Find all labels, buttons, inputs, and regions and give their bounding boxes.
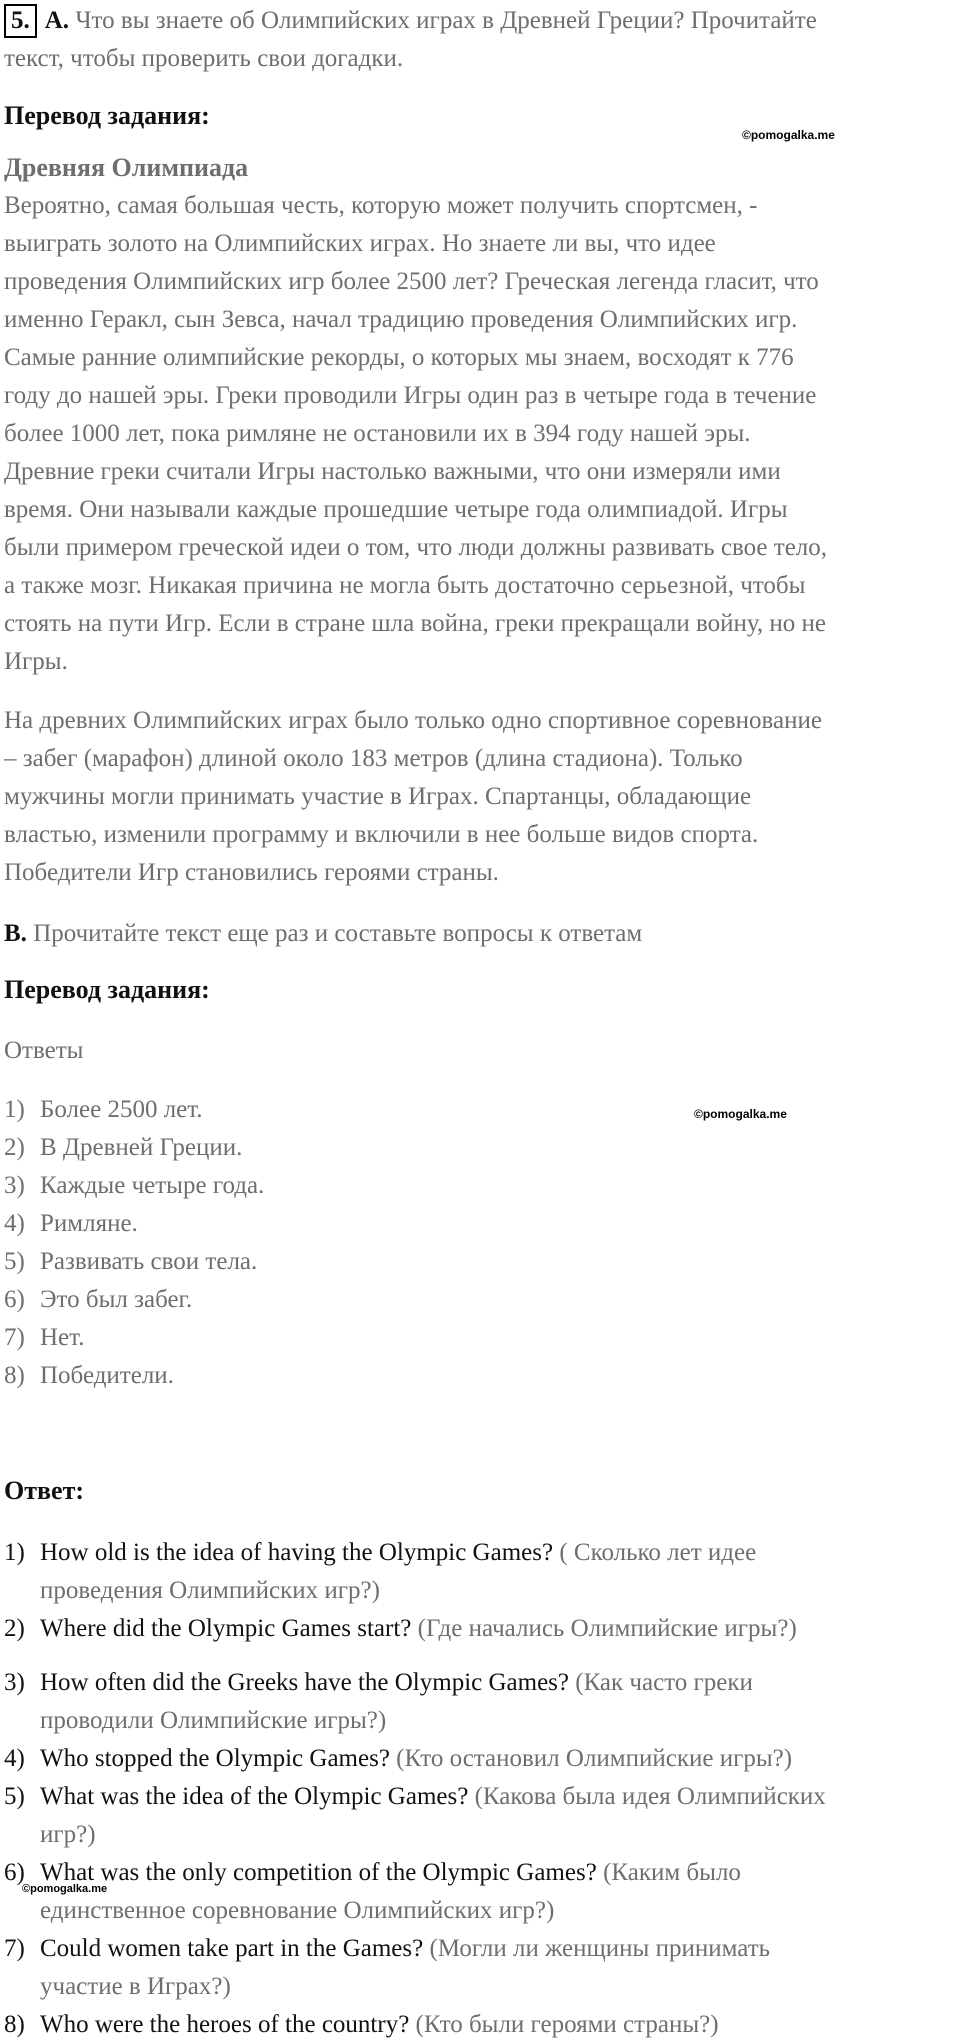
answer-item: 3) How often did the Greeks have the Olympic Games? (Как часто греки проводили Олимпийские игры?) [4, 1669, 753, 1734]
list-item: 2) В Древней Греции. [4, 1134, 243, 1161]
answer-item: 4) Who stopped the Olympic Games? (Кто остановил Олимпийские игры?) [4, 1745, 793, 1772]
article-line: а также мозг. Никакая причина не могла быть достаточно серьезной, чтобы [4, 572, 806, 599]
answers-label: Ответы [4, 1037, 84, 1064]
article-line: – забег (марафон) длиной около 183 метров (длина стадиона). Только [4, 745, 743, 772]
article-title: Древняя Олимпиада [4, 153, 249, 182]
answer-item: 8) Who were the heroes of the country? (Кто были героями страны?) [4, 2011, 719, 2038]
article-line: Древние греки считали Игры настолько важными, что они измеряли ими [4, 458, 781, 485]
watermark-2: ©pomogalka.me [694, 1107, 787, 1121]
list-item: 6) Это был забег. [4, 1286, 193, 1313]
task-a-letter: A. [44, 7, 70, 34]
article-line: время. Они называли каждые прошедшие четыре года олимпиадой. Игры [4, 496, 788, 523]
answer-heading: Ответ: [4, 1476, 85, 1505]
article-line: властью, изменили программу и включили в нее больше видов спорта. [4, 821, 759, 848]
article-line: Вероятно, самая большая честь, которую может получить спортсмен, - [4, 192, 758, 219]
article-line: именно Геракл, сын Зевса, начал традицию проведения Олимпийских игр. [4, 306, 798, 333]
article-line: были примером греческой идеи о том, что люди должны развивать свое тело, [4, 534, 828, 561]
answer-item: 2) Where did the Olympic Games start? (Где начались Олимпийские игры?) [4, 1615, 797, 1642]
list-item: 7) Нет. [4, 1324, 85, 1351]
answer-item: 5) What was the idea of the Olympic Games? (Какова была идея Олимпийских игр?) [4, 1783, 826, 1848]
answer-item: 1) How old is the idea of having the Olympic Games? ( Сколько лет идее проведения Олимпийских игр?) [4, 1539, 757, 1604]
answer-item: 7) Could women take part in the Games? (Могли ли женщины принимать участие в Играх?) [4, 1935, 771, 2000]
article-line: проведения Олимпийских игр более 2500 лет? Греческая легенда гласит, что [4, 268, 819, 295]
task-b-text: Прочитайте текст еще раз и составьте вопросы к ответам [33, 920, 643, 947]
task-a-text-line2: текст, чтобы проверить свои догадки. [4, 45, 404, 72]
article-line: Самые ранние олимпийские рекорды, о которых мы знаем, восходят к 776 [4, 344, 794, 371]
task-number: 5. [4, 4, 37, 38]
answer-item: 6) What was the only competition of the Olympic Games? (Каким было единственное соревнование Олимпийских игр?) [4, 1859, 741, 1924]
list-item: 4) Римляне. [4, 1210, 138, 1237]
watermark-3: ©pomogalka.me [22, 1883, 108, 1895]
article-line: более 1000 лет, пока римляне не остановили их в 394 году нашей эры. [4, 420, 751, 447]
task-b [4, 915, 954, 953]
article-paragraph-1 [4, 187, 959, 681]
task-a-text-line1: Что вы знаете об Олимпийских играх в Древней Греции? Прочитайте [75, 7, 817, 34]
article-line: стоять на пути Игр. Если в стране шла война, греки прекращали войну, но не [4, 610, 826, 637]
list-item: 3) Каждые четыре года. [4, 1172, 265, 1199]
article-line: Игры. [4, 648, 68, 675]
task-a [4, 2, 954, 78]
article-paragraph-2 [4, 702, 959, 892]
article-line: выиграть золото на Олимпийских играх. Но знаете ли вы, что идее [4, 230, 716, 257]
article-line: Победители Игр становились героями страны. [4, 859, 499, 886]
article-line: На древних Олимпийских играх было только одно спортивное соревнование [4, 707, 822, 734]
article-line: году до нашей эры. Греки проводили Игры один раз в четыре года в течение [4, 382, 817, 409]
article-line: мужчины могли принимать участие в Играх. Спартанцы, обладающие [4, 783, 752, 810]
watermark-1: ©pomogalka.me [742, 128, 835, 142]
translation-heading-2: Перевод задания: [4, 975, 210, 1004]
list-item: 8) Победители. [4, 1362, 174, 1389]
translation-heading-1: Перевод задания: [4, 101, 210, 130]
task-b-letter: B. [4, 920, 27, 947]
list-item: 1) Более 2500 лет. [4, 1096, 203, 1123]
list-item: 5) Развивать свои тела. [4, 1248, 258, 1275]
